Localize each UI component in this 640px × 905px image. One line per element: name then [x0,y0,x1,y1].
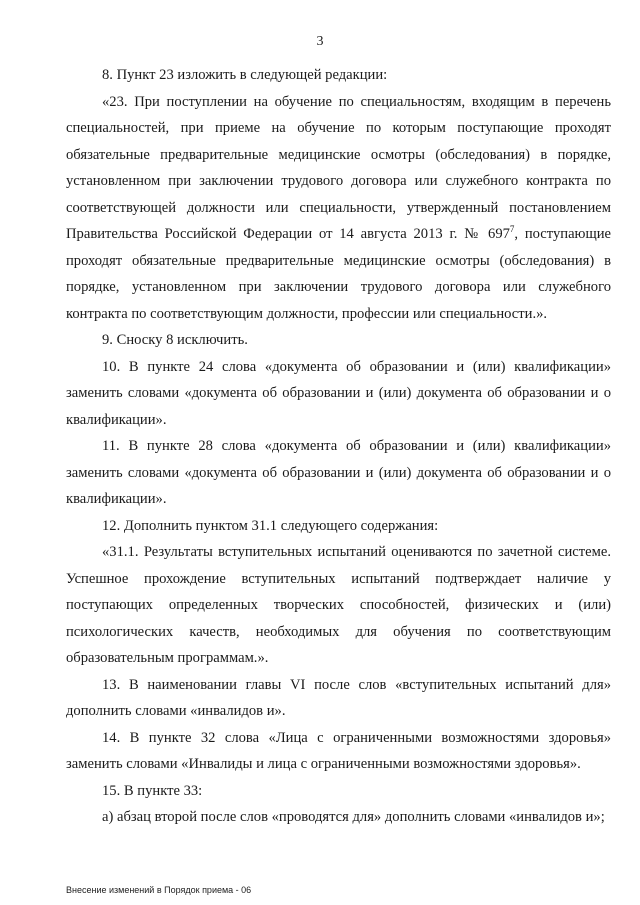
paragraph-item-10: 10. В пункте 24 слова «документа об образовании и (или) квалификации» заменить словами «документа об образовании и (или) документа об образовании и о квалификации». [66,358,611,428]
paragraph-item-11: 11. В пункте 28 слова «документа об образовании и (или) квалификации» заменить словами «документа об образовании и (или) документа об образовании и о квалификации». [66,438,611,507]
page-footer: Внесение изменений в Порядок приема - 06 [66,885,252,895]
paragraph-item-14: 14. В пункте 32 слова «Лица с ограниченными возможностями здоровья» заменить словами «Инвалиды и лица с ограниченными возможностями здоровья». [66,729,611,772]
paragraph-item-9: 9. Сноску 8 исключить. [102,332,248,348]
paragraph-item-23-tail: , поступающие проходят обязательные предварительные медицинские осмотры (обследования) в порядке, установленном при заключении трудового договора или служебного контракта по соответствующим должности, профессии или специальности.». [66,226,611,322]
paragraph-item-15: 15. В пункте 33: [102,782,203,799]
document-body [66,62,611,831]
page-number: 3 [316,34,324,49]
footnote-reference: 7 [509,224,515,235]
paragraph-item-23-text: «23. При поступлении на обучение по специальностям, входящим в перечень специальностей, при приеме на обучение по которым поступающие проходят обязательные предварительные медицинские осмотры (обследования) в порядке, установленном при заключении трудового договора или служебного контракта по соответствующей должности или специальности, утвержденный постановлением Правительства Российской Федерации от 14 августа 2013 г. № 697 [66,93,611,242]
paragraph-item-12: 12. Дополнить пунктом 31.1 следующего содержания: [102,517,439,534]
paragraph-item-31-1-quote: «31.1. Результаты вступительных испытаний оцениваются по зачетной системе. Успешное прохождение вступительных испытаний подтверждает наличие у поступающих определенных творческих способностей, физических и (или) психологических качеств, необходимых для обучения по соответствующим образовательным программам.». [66,544,611,666]
paragraph-item-13: 13. В наименовании главы VI после слов «вступительных испытаний для» дополнить словами «инвалидов и». [66,676,611,719]
paragraph-item-23-quote [66,89,611,328]
paragraph-item-15-a: а) абзац второй после слов «проводятся для» дополнить словами «инвалидов и»; [102,809,605,825]
paragraph-item-8: 8. Пункт 23 изложить в следующей редакции: [102,67,388,83]
